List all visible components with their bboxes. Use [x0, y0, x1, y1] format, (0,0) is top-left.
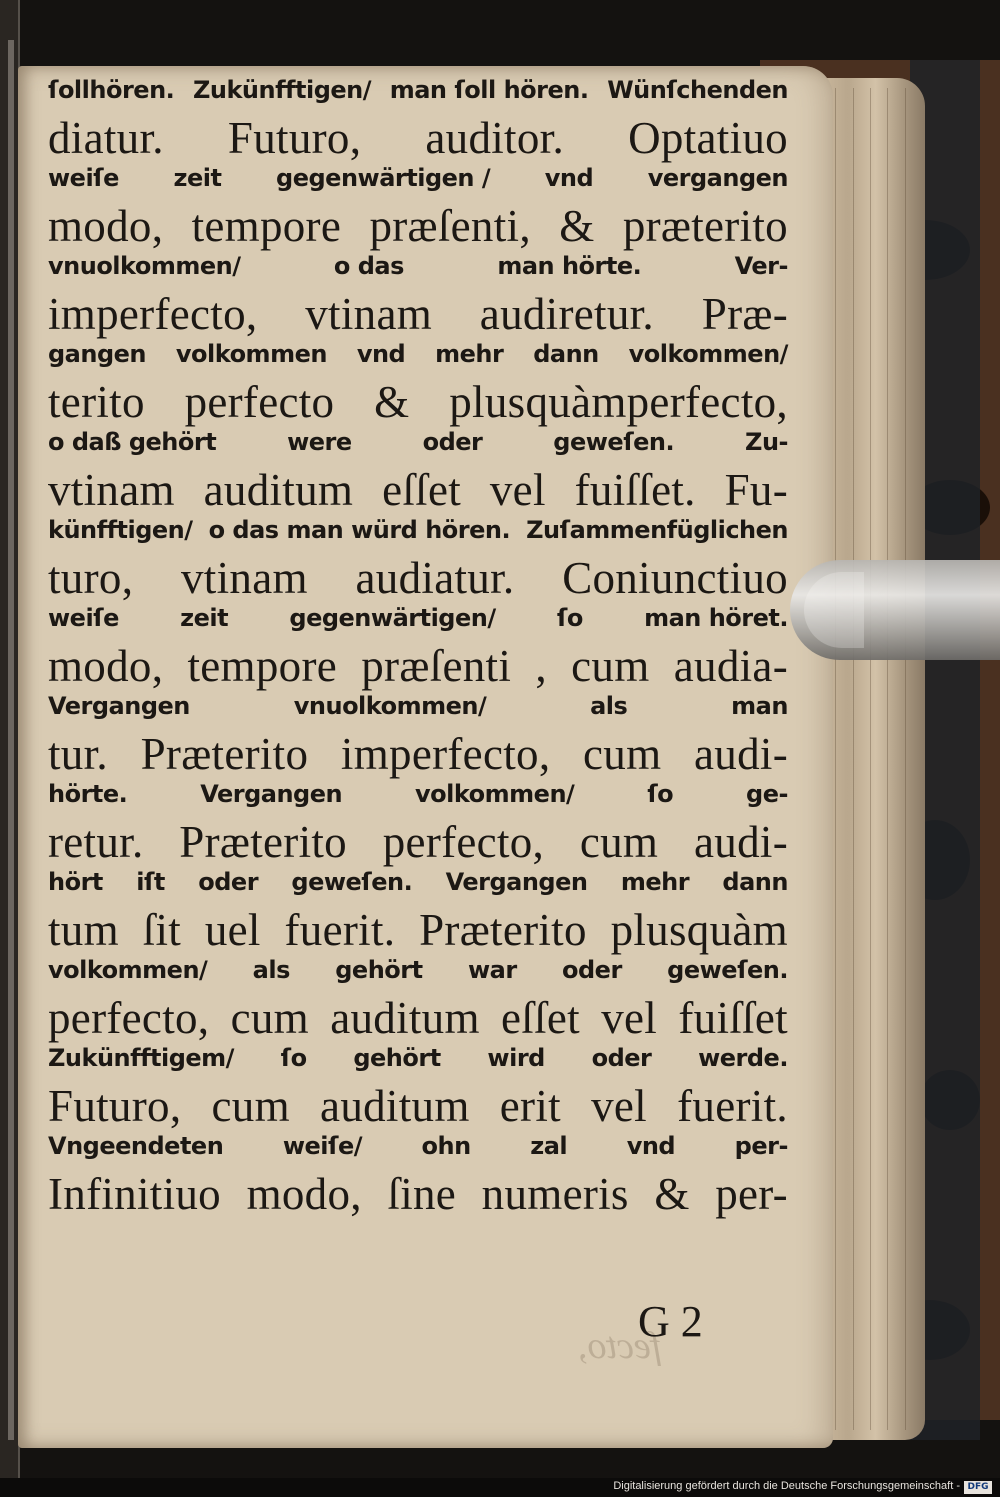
word: auditum [203, 465, 354, 515]
word: war [467, 956, 517, 984]
word: imperfecto, [48, 289, 258, 339]
word: werde. [698, 1044, 788, 1072]
word: vtinam [48, 465, 175, 515]
word: & [559, 201, 595, 251]
word: künfftigen/ [48, 516, 193, 544]
word: als [252, 956, 290, 984]
word: cum [211, 1081, 290, 1131]
latin-line [48, 816, 788, 868]
funding-credit: Digitalisierung gefördert durch die Deutsche Forschungsgemeinschaft - [613, 1480, 960, 1492]
gloss-line [48, 692, 788, 720]
word: audiretur. [479, 289, 654, 339]
word: were [287, 428, 352, 456]
word: eſſet [501, 993, 580, 1043]
word: Præterito [419, 905, 587, 955]
word: Zu- [745, 428, 788, 456]
word: perfecto [184, 377, 335, 427]
latin-line [48, 112, 788, 164]
word: , [535, 641, 547, 691]
word: geweſen. [667, 956, 788, 984]
word: auditum [330, 993, 480, 1043]
word: man [731, 692, 788, 720]
word: vnuolkommen/ [293, 692, 487, 720]
word: volkommen/ [48, 956, 208, 984]
word: Zuſammenfüglichen [526, 516, 788, 544]
word: Ver- [734, 252, 788, 280]
word: ſit [142, 905, 182, 955]
word: cum [579, 817, 659, 867]
word: auditum [320, 1081, 470, 1131]
word: turo, [48, 553, 134, 603]
word: volkommen/ [414, 780, 575, 808]
latin-line [48, 464, 788, 516]
latin-line [48, 728, 788, 780]
gloss-line [48, 428, 788, 456]
word: uel [204, 905, 261, 955]
word: vel [591, 1081, 647, 1131]
latin-line [48, 640, 788, 692]
word: o das [333, 252, 404, 280]
word: gehört [353, 1044, 441, 1072]
word: audiatur. [355, 553, 515, 603]
word: oder [198, 868, 259, 896]
word: audi- [694, 817, 788, 867]
word: terito [48, 377, 145, 427]
word: cum [571, 641, 650, 691]
word: tempore [191, 201, 342, 251]
latin-line [48, 288, 788, 340]
word: erit [499, 1081, 561, 1131]
word: weiſe [48, 164, 119, 192]
word: geweſen. [553, 428, 675, 456]
word: ſo [647, 780, 674, 808]
word: Præterito [140, 729, 309, 779]
word: ohn [421, 1132, 471, 1160]
word: fuiſſet. [574, 465, 696, 515]
gloss-line [48, 164, 788, 192]
word: man hörte. [497, 252, 642, 280]
word: cum [583, 729, 662, 779]
word: iſt [136, 868, 165, 896]
latin-line [48, 552, 788, 604]
word: zeit [180, 604, 229, 632]
word: zeit [173, 164, 222, 192]
word: tum [48, 905, 119, 955]
word: & [374, 377, 410, 427]
word: hörte. [48, 780, 128, 808]
word: retur. [48, 817, 144, 867]
word: vnd [544, 164, 594, 192]
word: hört [48, 868, 103, 896]
latin-line [48, 1080, 788, 1132]
word: per- [715, 1169, 788, 1219]
word: wird [487, 1044, 545, 1072]
word: Futuro, [227, 113, 362, 163]
page-clip [790, 560, 1000, 660]
word: vel [489, 465, 546, 515]
word: Futuro, [48, 1081, 182, 1131]
footer-bar [0, 1478, 1000, 1497]
book-page [18, 66, 833, 1448]
word: vtinam [305, 289, 433, 339]
word: Præ- [701, 289, 788, 339]
word: modo, [48, 201, 164, 251]
word: gehört [335, 956, 423, 984]
word: præſenti, [369, 201, 531, 251]
word: eſſet [382, 465, 462, 515]
word: Zukünfftigem/ [48, 1044, 234, 1072]
word: weiſe/ [282, 1132, 362, 1160]
gloss-line [48, 516, 788, 544]
word: & [654, 1169, 690, 1219]
word: ge- [746, 780, 788, 808]
word: auditor. [425, 113, 565, 163]
word: præſenti [361, 641, 512, 691]
gloss-line [48, 1132, 788, 1160]
gloss-line [48, 1044, 788, 1072]
word: fuerit. [284, 905, 396, 955]
gloss-line [48, 868, 788, 896]
word: oder [422, 428, 483, 456]
word: ſine [387, 1169, 457, 1219]
word: Coniunctiuo [562, 553, 788, 603]
word: tempore [187, 641, 338, 691]
word: Vergangen [445, 868, 588, 896]
word: geweſen. [291, 868, 413, 896]
gloss-line [48, 780, 788, 808]
word: volkommen [175, 340, 327, 368]
word: vtinam [181, 553, 308, 603]
word: dann [722, 868, 788, 896]
word: gegenwärtigen/ [289, 604, 496, 632]
word: Zukünfftigen/ [192, 76, 371, 104]
word: Præterito [179, 817, 347, 867]
word: zal [530, 1132, 568, 1160]
word: perfecto, [382, 817, 545, 867]
word: ſo [556, 604, 583, 632]
latin-line [48, 376, 788, 428]
word: vel [601, 993, 658, 1043]
word: fuiſſet [678, 993, 788, 1043]
word: vnd [626, 1132, 676, 1160]
gloss-line [48, 340, 788, 368]
latin-line [48, 200, 788, 252]
word: weiſe [48, 604, 119, 632]
word: fuerit. [677, 1081, 788, 1131]
word: oder [562, 956, 622, 984]
word: Wünſchenden [607, 76, 788, 104]
dfg-logo: DFG [964, 1481, 992, 1494]
word: mehr [435, 340, 504, 368]
word: dann [533, 340, 599, 368]
word: Optatiuo [628, 113, 788, 163]
word: ſollhören. [48, 76, 175, 104]
word: Vergangen [48, 692, 190, 720]
word: o das man würd hören. [208, 516, 511, 544]
word: vergangen [647, 164, 788, 192]
word: vnuolkommen/ [48, 252, 241, 280]
word: modo, [48, 641, 164, 691]
latin-line [48, 1168, 788, 1220]
word: cum [230, 993, 309, 1043]
word: per- [734, 1132, 788, 1160]
word: Vergangen [200, 780, 343, 808]
word: Vngeendeten [48, 1132, 224, 1160]
facing-page-strip [8, 40, 14, 1440]
word: man höret. [644, 604, 788, 632]
gloss-line [48, 956, 788, 984]
word: gegenwärtigen / [276, 164, 491, 192]
gloss-line [48, 252, 788, 280]
word: numeris [481, 1169, 629, 1219]
word: ſo [280, 1044, 307, 1072]
word: audia- [673, 641, 788, 691]
word: imperfecto, [340, 729, 551, 779]
word: oder [591, 1044, 652, 1072]
word: gangen [48, 340, 147, 368]
word: o daß gehört [48, 428, 217, 456]
gloss-line [48, 76, 788, 104]
bleed-through-text: fecto, [578, 1325, 662, 1367]
word: Fu- [724, 465, 788, 515]
word: man ſoll hören. [389, 76, 589, 104]
word: als [590, 692, 628, 720]
word: perfecto, [48, 993, 210, 1043]
word: præterito [622, 201, 788, 251]
word: vnd [356, 340, 406, 368]
word: tur. [48, 729, 108, 779]
word: audi- [694, 729, 788, 779]
latin-line [48, 992, 788, 1044]
latin-line [48, 904, 788, 956]
word: mehr [620, 868, 690, 896]
signature-mark: G 2 [638, 1297, 703, 1346]
word: plusquàmperfecto, [449, 377, 788, 427]
word: volkommen/ [628, 340, 788, 368]
gloss-line [48, 604, 788, 632]
word: Infinitiuo [48, 1169, 221, 1219]
word: plusquàm [610, 905, 788, 955]
word: modo, [246, 1169, 362, 1219]
word: diatur. [48, 113, 164, 163]
